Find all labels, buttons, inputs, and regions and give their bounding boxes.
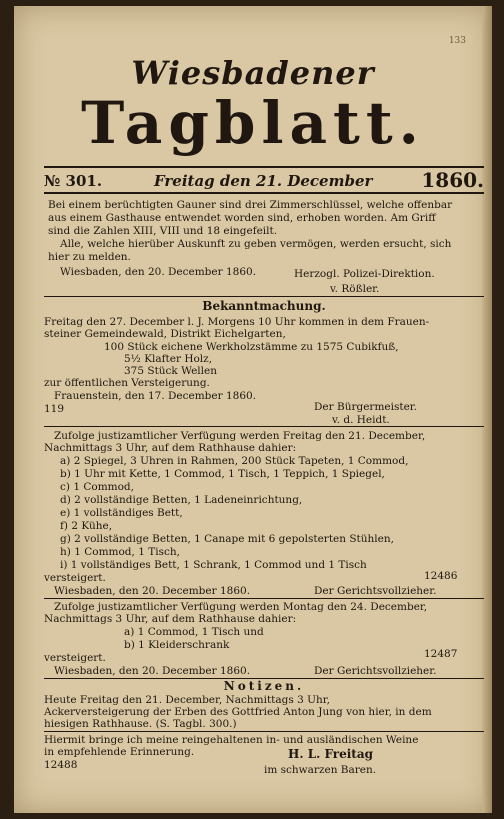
notice-3-line: versteigert. xyxy=(44,572,106,584)
notice-5-line: Heute Freitag den 21. December, Nachmittags 3 Uhr, xyxy=(44,694,330,706)
divider xyxy=(44,426,484,427)
newspaper-page xyxy=(14,6,492,813)
notice-2-place: Frauenstein, den 17. December 1860. xyxy=(54,390,257,402)
notice-4-line: versteigert. xyxy=(44,652,106,664)
notice-6-ref: 12488 xyxy=(44,759,78,771)
notice-6-address: im schwarzen Baren. xyxy=(264,764,377,776)
notice-6-signer: H. L. Freitag xyxy=(288,747,374,761)
notice-2-heading: Bekanntmachung. xyxy=(202,299,326,313)
notice-3-item: c) 1 Commod, xyxy=(60,481,134,493)
divider xyxy=(44,598,484,599)
notice-1-signer: v. Rößler. xyxy=(330,283,380,295)
notice-3-line: Nachmittags 3 Uhr, auf dem Rathhause dahier: xyxy=(44,442,297,454)
issue-rule-top xyxy=(44,166,484,168)
notice-2-authority: Der Bürgermeister. xyxy=(314,401,417,413)
notice-2-line: 100 Stück eichene Werkholzstämme zu 1575 Cubikfuß, xyxy=(104,341,399,353)
notice-3-item: d) 2 vollständige Betten, 1 Ladeneinrichtung, xyxy=(60,494,303,506)
notice-3-item: f) 2 Kühe, xyxy=(60,520,113,532)
notice-1-line: aus einem Gasthause entwendet worden sind, erhoben worden. Am Griff xyxy=(48,212,436,224)
notice-6-line: Hiermit bringe ich meine reingehaltenen in- und ausländischen Weine xyxy=(44,734,419,746)
notice-2-line: Freitag den 27. December l. J. Morgens 10 Uhr kommen in dem Frauen- xyxy=(44,316,430,328)
notice-3-item: e) 1 vollständiges Bett, xyxy=(60,507,183,519)
notice-3-item: b) 1 Uhr mit Kette, 1 Commod, 1 Tisch, 1 Teppich, 1 Spiegel, xyxy=(60,468,385,480)
notice-4-item: a) 1 Commod, 1 Tisch und xyxy=(124,626,264,638)
divider xyxy=(44,296,484,297)
notice-3-line: Zufolge justizamtlicher Verfügung werden Freitag den 21. December, xyxy=(54,430,426,442)
notice-1-line: sind die Zahlen XIII, VIII und 18 eingefeilt. xyxy=(48,225,278,237)
masthead-city: Wiesbadener xyxy=(131,54,375,92)
issue-number: № 301. xyxy=(44,172,103,190)
notice-2-line: 5½ Klafter Holz, xyxy=(124,353,213,365)
issue-date: Freitag den 21. December xyxy=(154,172,373,190)
notice-2-line: steiner Gemeindewald, Distrikt Eichelgarten, xyxy=(44,328,286,340)
notice-2-signer: v. d. Heidt. xyxy=(332,414,390,426)
notice-3-place: Wiesbaden, den 20. December 1860. xyxy=(54,585,251,597)
issue-year: 1860. xyxy=(421,168,484,192)
notice-3-item: g) 2 vollständige Betten, 1 Canape mit 6 gepolsterten Stühlen, xyxy=(60,533,394,545)
notice-4-line: Zufolge justizamtlicher Verfügung werden Montag den 24. December, xyxy=(54,601,428,613)
divider xyxy=(44,731,484,732)
notice-3-item: h) 1 Commod, 1 Tisch, xyxy=(60,546,180,558)
notice-3-item: a) 2 Spiegel, 3 Uhren in Rahmen, 200 Stück Tapeten, 1 Commod, xyxy=(60,455,409,467)
notice-4-ref: 12487 xyxy=(424,648,458,660)
notice-3-ref: 12486 xyxy=(424,570,458,582)
masthead-title: Tagblatt. xyxy=(81,89,425,157)
notice-2-line: zur öffentlichen Versteigerung. xyxy=(44,377,210,389)
notice-2-ref: 119 xyxy=(44,403,65,415)
notice-6-line: in empfehlende Erinnerung. xyxy=(44,746,195,758)
notice-5-line: hiesigen Rathhause. (S. Tagbl. 300.) xyxy=(44,718,237,730)
notice-1-line: Bei einem berüchtigten Gauner sind drei Zimmerschlüssel, welche offenbar xyxy=(48,199,453,211)
notice-3-item: i) 1 vollständiges Bett, 1 Schrank, 1 Commod und 1 Tisch xyxy=(60,559,367,571)
notice-5-line: Ackerversteigerung der Erben des Gottfried Anton Jung von hier, in dem xyxy=(44,706,432,718)
notice-4-signer: Der Gerichtsvollzieher. xyxy=(314,665,437,677)
notice-4-item: b) 1 Kleiderschrank xyxy=(124,639,230,651)
notice-4-line: Nachmittags 3 Uhr, auf dem Rathhause dahier: xyxy=(44,613,297,625)
notice-1-place: Wiesbaden, den 20. December 1860. xyxy=(60,266,257,278)
notice-1-line: hier zu melden. xyxy=(48,251,131,263)
notice-5-heading: Notizen. xyxy=(223,679,305,693)
notice-3-signer: Der Gerichtsvollzieher. xyxy=(314,585,437,597)
notice-4-place: Wiesbaden, den 20. December 1860. xyxy=(54,665,251,677)
notice-1-authority: Herzogl. Polizei-Direktion. xyxy=(294,268,435,280)
notice-1-line: Alle, welche hierüber Auskunft zu geben vermögen, werden ersucht, sich xyxy=(60,238,452,250)
issue-rule-bottom xyxy=(44,192,484,194)
page-number: 133 xyxy=(448,36,466,46)
notice-2-line: 375 Stück Wellen xyxy=(124,365,217,377)
